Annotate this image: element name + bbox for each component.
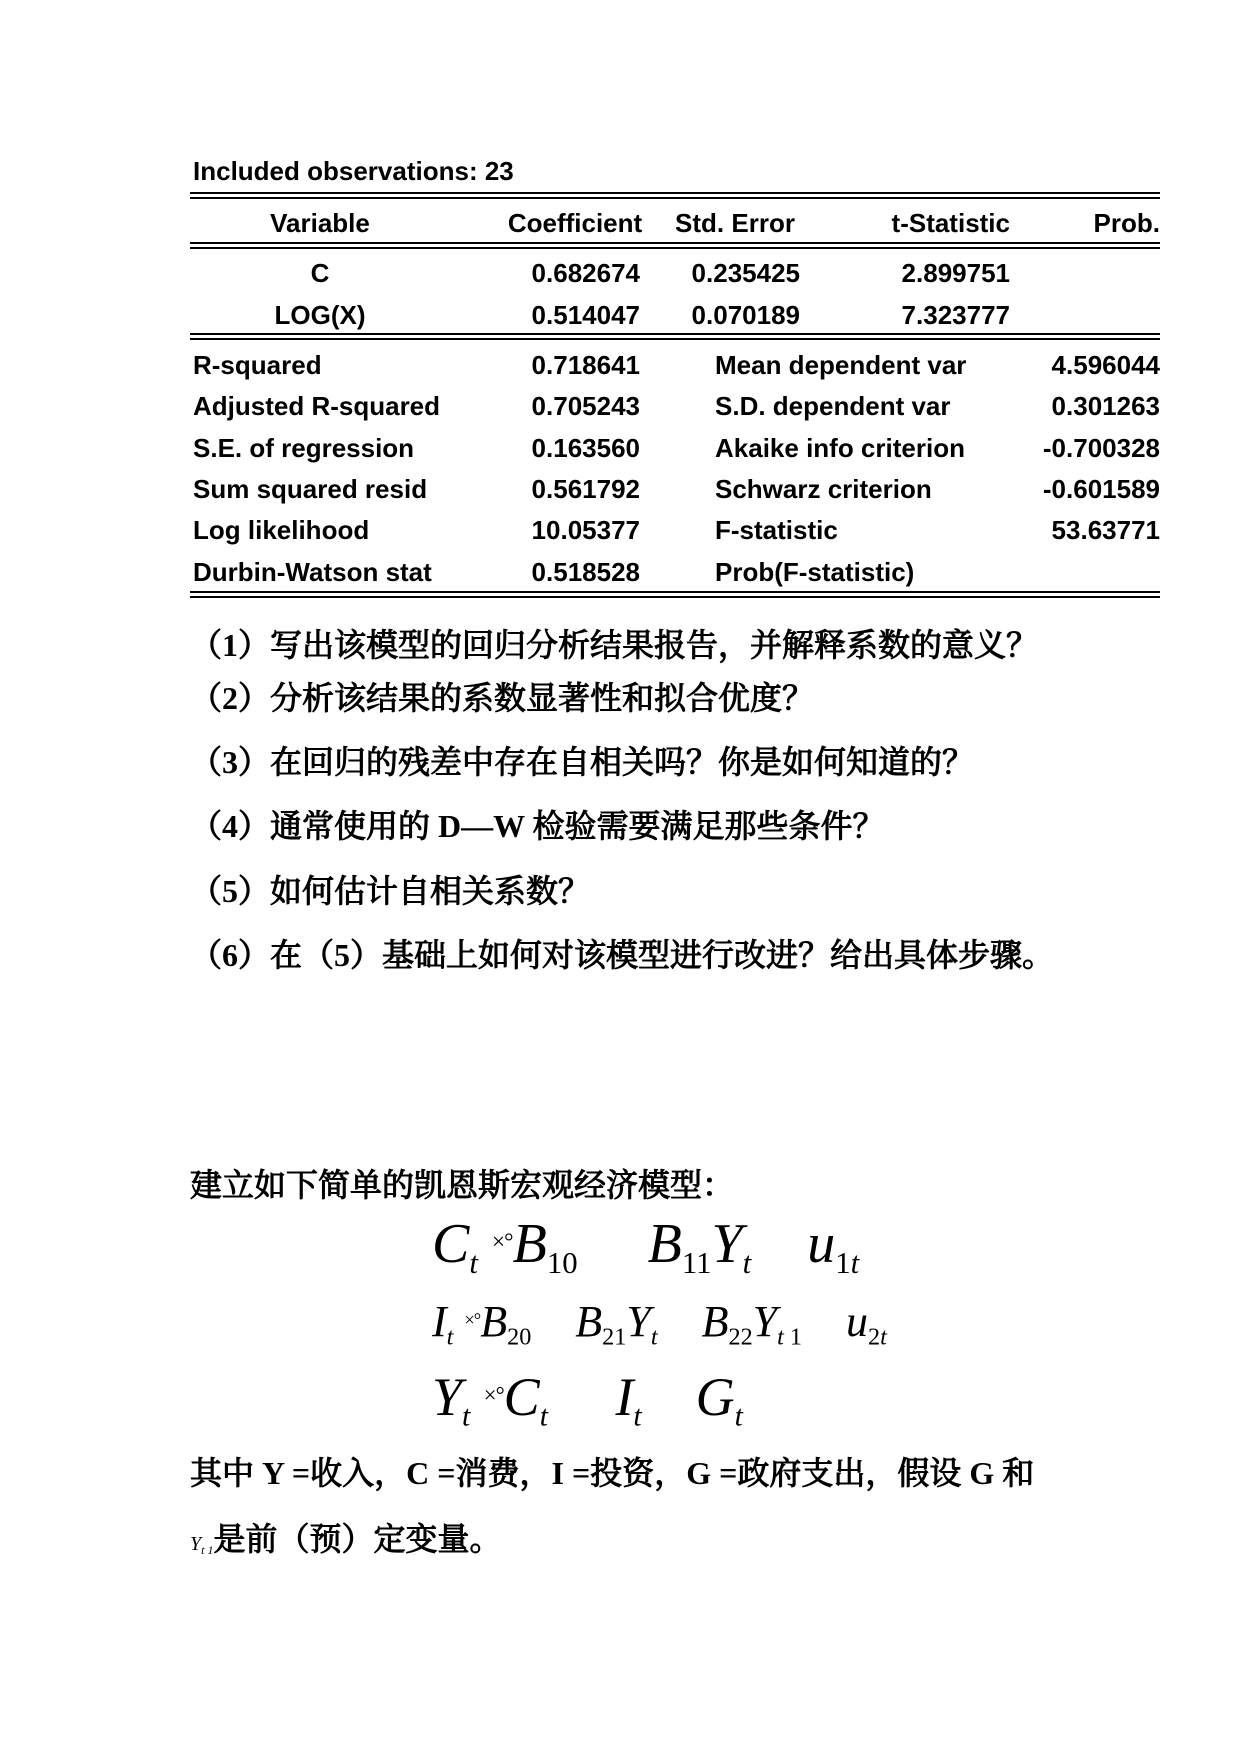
- lagged-income-symbol: $Y_{t 1}$: [190, 1533, 214, 1557]
- stat-label: Mean dependent var: [715, 350, 967, 380]
- std-error-value: 0.235425: [691, 258, 800, 288]
- stat-value: 10.05377: [531, 515, 640, 545]
- question-4: （4）通常使用的 D—W 检验需要满足那些条件？: [190, 808, 885, 844]
- predetermined-note: [190, 1514, 501, 1560]
- question-6: （6）在（5）基础上如何对该模型进行改进？给出具体步骤。: [190, 937, 1055, 973]
- stat-value: 0.301263: [1051, 391, 1160, 421]
- variable-name: C: [310, 258, 330, 288]
- stat-label: Prob(F-statistic): [715, 557, 915, 587]
- stats-row: [190, 557, 1160, 591]
- t-statistic-value: 7.323777: [901, 300, 1010, 330]
- variable-definitions: 其中 Y =收入，C =消费，I =投资，G =政府支出，假设 G 和: [190, 1455, 1035, 1491]
- coefficients-rule: [190, 333, 1160, 335]
- question-2: （2）分析该结果的系数显著性和拟合优度？: [190, 680, 815, 716]
- stat-value: 0.518528: [531, 557, 640, 587]
- stat-value: 0.718641: [531, 350, 640, 380]
- stat-label: Durbin-Watson stat: [193, 557, 432, 587]
- header-variable: Variable: [270, 208, 370, 238]
- stat-label: Adjusted R-squared: [193, 391, 441, 421]
- stat-value: 4.596044: [1051, 350, 1160, 380]
- stat-label: S.E. of regression: [193, 433, 415, 463]
- stat-label: Akaike info criterion: [715, 433, 965, 463]
- equation-consumption: Ct $^{\times^\circ}B_{10}$ $B_{11}Yt$ $u_1t$: [432, 1213, 860, 1280]
- table-row: [190, 258, 1160, 292]
- header-std-error: Std. Error: [675, 208, 795, 238]
- stat-label: F-statistic: [715, 515, 838, 545]
- stats-row: [190, 515, 1160, 549]
- coefficient-value: 0.682674: [531, 258, 640, 288]
- stat-label: Sum squared resid: [193, 474, 428, 504]
- stats-row: [190, 350, 1160, 384]
- stat-value: 0.163560: [531, 433, 640, 463]
- equation-investment: It $^{\times^\circ}B_{20}$ $B_{21}Yt$ $B_{22}Yt$ $_1$ $u_2t$: [432, 1297, 887, 1351]
- table-top-rule: [190, 192, 1160, 194]
- table-row: [190, 300, 1160, 334]
- stat-value: 0.561792: [531, 474, 640, 504]
- stat-value: -0.601589: [1042, 474, 1160, 504]
- table-header-row: [190, 208, 1160, 242]
- stats-row: [190, 391, 1160, 425]
- equation-income: Yt ×°Ct It Gt: [432, 1367, 743, 1433]
- header-coefficient: Coefficient: [507, 208, 643, 238]
- table-bottom-rule: [190, 591, 1160, 593]
- question-3: （3）在回归的残差中存在自相关吗？你是如何知道的？: [190, 744, 975, 780]
- stat-label: Schwarz criterion: [715, 474, 932, 504]
- coefficient-value: 0.514047: [531, 300, 640, 330]
- question-1: （1）写出该模型的回归分析结果报告，并解释系数的意义？: [190, 627, 1039, 663]
- stat-label: R-squared: [193, 350, 322, 380]
- stat-value: 53.63771: [1051, 515, 1160, 545]
- stat-value: -0.700328: [1042, 433, 1160, 463]
- header-t-statistic: t-Statistic: [891, 208, 1010, 238]
- header-rule: [190, 242, 1160, 244]
- question-5: （5）如何估计自相关系数？: [190, 873, 591, 909]
- header-prob: Prob.: [1093, 208, 1160, 238]
- stat-value: 0.705243: [531, 391, 640, 421]
- observations-label: Included observations: 23: [193, 156, 514, 186]
- stats-row: [190, 433, 1160, 467]
- std-error-value: 0.070189: [691, 300, 800, 330]
- predetermined-text: 是前（预）定变量。: [213, 1521, 502, 1557]
- model-intro: 建立如下简单的凯恩斯宏观经济模型：: [190, 1167, 735, 1203]
- stats-row: [190, 474, 1160, 508]
- stat-label: S.D. dependent var: [715, 391, 951, 421]
- stat-label: Log likelihood: [193, 515, 370, 545]
- variable-name: LOG(X): [274, 300, 366, 330]
- t-statistic-value: 2.899751: [901, 258, 1010, 288]
